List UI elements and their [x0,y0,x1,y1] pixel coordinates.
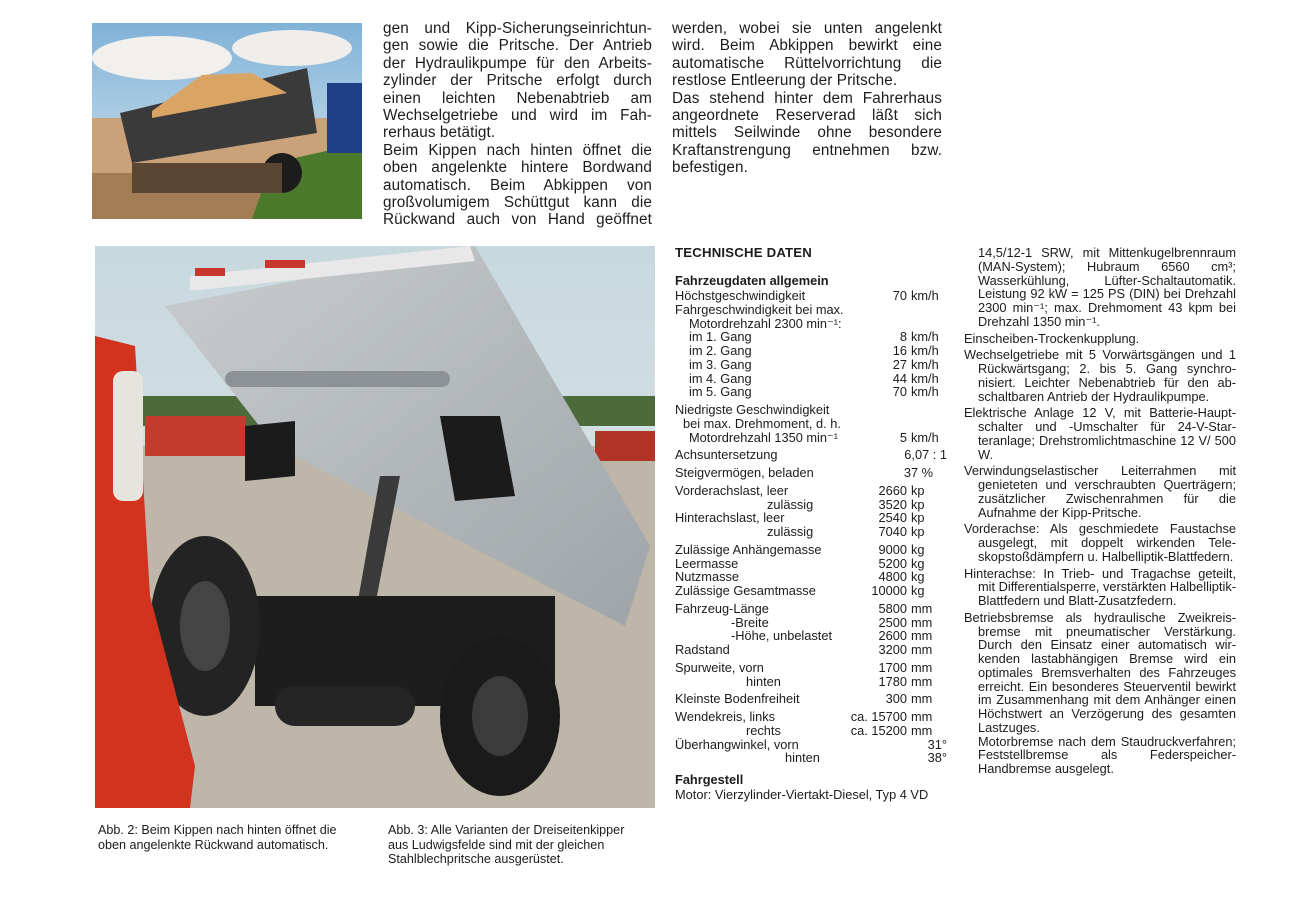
spec-heading: Motordrehzahl 2300 min⁻¹: [689,315,842,331]
spec-row: Überhangwinkel, vorn 31° [675,736,947,752]
intro-line: oben angelenkte hintere Bordwand [383,159,652,177]
tech-data-table [675,246,947,802]
intro-line: Rückwand auch von Hand geöffnet [383,211,652,229]
intro-line: angeordnete Reserverad läßt sich [672,107,942,125]
spec-row: -Höhe, unbelastet 2600 mm [731,628,933,644]
intro-line: zylinder der Pritsche erfolgt durch [383,72,652,90]
spec-row: im 3. Gang 27 km/h [689,356,939,372]
intro-column-2 [672,20,942,177]
spec-row: im 5. Gang 70 km/h [689,384,939,400]
spec-row: Nutzmasse 4800 kg [675,569,925,585]
intro-line: restlose Entleerung der Pritsche. [672,72,898,90]
caption-abb3 [388,823,668,867]
intro-line: Das stehend hinter dem Fahrerhaus [672,89,942,107]
intro-column-1 [383,20,652,229]
caption-line: oben angelenkte Rückwand automatisch. [98,837,329,852]
spec-row: Höchstgeschwindigkeit 70 km/h [675,288,939,303]
spec-row: Vorderachslast, leer 2660 kp [675,482,925,498]
intro-line: einen leichten Nebenabtrieb am [383,89,652,107]
spec-row: rechts ca. 15200 mm [746,722,933,738]
spec-row: Achsuntersetzung 6,07 : 1 [675,447,947,463]
spec-row: zulässig 7040 kp [767,524,925,539]
spec-row: Motordrehzahl 1350 min⁻¹ 5 km/h [689,429,939,445]
spec-paragraph: Hinterachse: In Trieb- und Tragachse geteilt, mit Differentialsperre, verstärkten Halbelliptik-Blattfedern und Blatt-Zusatzfedern. [964,565,1236,608]
section-heading: Fahrzeugdaten allgemein [675,273,829,288]
intro-line: Wechselgetriebe und wird im Fah- [383,107,652,125]
intro-line: Beim Kippen nach hinten öffnet die [383,141,652,159]
spec-row: Hinterachslast, leer 2540 kp [675,510,925,526]
spec-row: Radstand 3200 mm [675,642,933,657]
spec-heading: Fahrgeschwindigkeit bei max. [675,301,844,317]
spec-row: hinten 1780 mm [746,673,933,689]
spec-heading: bei max. Drehmoment, d. h. [683,415,841,431]
spec-row: hinten 38° [785,750,947,766]
spec-row: Leermasse 5200 kg [675,555,925,571]
spec-row: Zulässige Gesamtmasse 10000 kg [675,583,925,598]
intro-line: Kraftanstrengung entnehmen bzw. [672,141,942,159]
intro-line: automatische Rüttelvorrichtung die [672,54,942,72]
intro-line: wird. Beim Abkippen bewirkt eine [672,37,942,55]
spec-row: im 4. Gang 44 km/h [689,370,939,386]
spec-row: -Breite 2500 mm [731,614,933,630]
caption-line: Abb. 3: Alle Varianten der Dreiseitenkipper [388,823,625,837]
intro-line: werden, wobei sie unten angelenkt [672,20,942,37]
spec-heading: Niedrigste Geschwindigkeit [675,402,830,417]
spec-paragraph: Elektrische Anlage 12 V, mit Batterie-Hauptschalter und -Umschalter für 24-V-Starteranlage; Drehstromlichtmaschine 12 V/ 500 W. [964,405,1236,462]
intro-line: befestigen. [672,159,748,177]
spec-paragraph: Einscheiben-Trockenkupplung. [964,330,1140,346]
spec-row: Spurweite, vorn 1700 mm [675,659,933,675]
spec-row: Wendekreis, links ca. 15700 mm [675,709,933,724]
spec-paragraph: Motorbremse nach dem Staudruckverfahren; Feststellbremse als Federspeicher-Handbremse ausgelegt. [978,733,1236,776]
intro-line: der Hydraulikpumpe für den Arbeits- [383,54,652,72]
intro-line: gen und Kipp-Sicherungseinrichtun- [383,20,652,37]
caption-line: Abb. 2: Beim Kippen nach hinten öffnet die [98,823,337,837]
spec-paragraph: Betriebsbremse als hydraulische Zweikreisbremse mit pneumatischer Verstärkung. Durch den Einsatz einer automatisch wirkenden lastabhängigen Bremse wird ein optimales Bremsverhalten des Fahrzeuges erreicht. Ein besonderes Steuerventil bewirkt im Zusammenhang mit dem Anhänger einen Höchstwert an Verzögerung des gesamten Lastzuges. [964,609,1236,735]
intro-line: mittels Seilwinde ohne besondere [672,124,942,142]
spec-row: Steigvermögen, beladen 37 % [675,465,933,480]
spec-row: Fahrzeug-Länge 5800 mm [675,600,933,616]
tech-data-right-column [964,246,1236,779]
intro-line: automatisch. Beim Abkippen von [383,176,652,194]
spec-row: im 2. Gang 16 km/h [689,343,939,358]
caption-line: Stahlblechpritsche ausgerüstet. [388,852,564,866]
caption-abb2 [98,823,378,852]
motor-line: Motor: Vierzylinder-Viertakt-Diesel, Typ 4 VD [675,787,929,802]
spec-paragraph: Verwindungselastischer Leiterrahmen mit genieteten und verschraubten Querträgern; zusätzlicher Zwischenrahmen für die Aufnahme der Kipp-Pritsche. [964,463,1236,520]
photo-tipper-raised [95,246,655,808]
intro-line: großvolumigem Schüttgut kann die [383,194,652,212]
spec-row: Kleinste Bodenfreiheit 300 mm [675,691,933,707]
spec-paragraph: 14,5/12-1 SRW, mit Mittenkugelbrennraum (MAN-System); Hubraum 6560 cm³; Wasserkühlung, Lüfter-Schaltautomatik. Leistung 92 kW = 125 PS (DIN) bei Drehzahl 2300 min⁻¹; max. Drehmoment 43 kpm bei Drehzahl 1350 min⁻¹. [978,245,1236,329]
intro-line: gen sowie die Pritsche. Der Antrieb [383,37,652,55]
spec-row: im 1. Gang 8 km/h [689,329,939,345]
spec-paragraph: Vorderachse: Als geschmiedete Faustachse ausgelegt, mit doppelt wirkenden Teleskopstoßdämpfern u. Halbelliptik-Blattfedern. [964,521,1236,564]
spec-row: Zulässige Anhängemasse 9000 kg [675,541,925,557]
tech-title: TECHNISCHE DATEN [675,245,813,260]
caption-line: aus Ludwigsfelde sind mit der gleichen [388,837,605,852]
section-heading: Fahrgestell [675,772,744,787]
intro-line: rerhaus betätigt. [383,124,496,142]
photo-sand-truck [92,23,362,219]
spec-paragraph: Wechselgetriebe mit 5 Vorwärtsgängen und 1 Rückwärtsgang; 2. bis 5. Gang synchronisiert. Leichter Nebenabtrieb für den abschaltbaren Antrieb der Hydraulikpumpe. [964,347,1236,404]
spec-row: zulässig 3520 kp [767,496,925,512]
